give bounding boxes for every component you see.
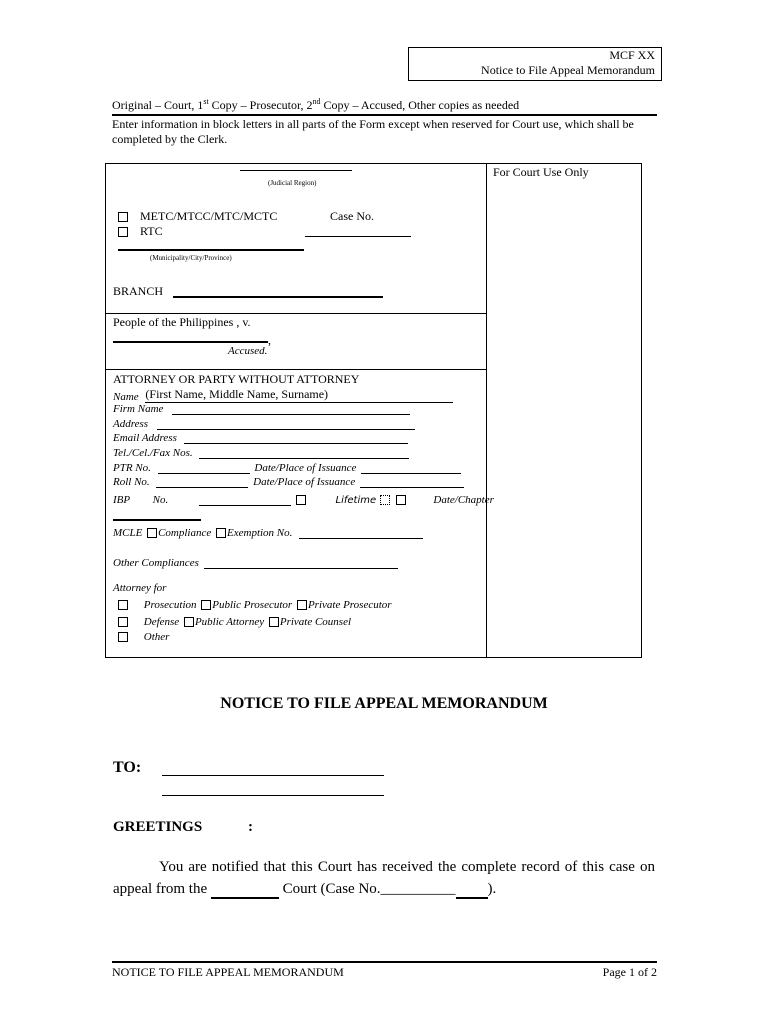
address-row (113, 417, 415, 430)
form-code-box (408, 47, 662, 81)
address-field[interactable] (157, 417, 415, 430)
defense-row (118, 616, 351, 628)
municipality-field[interactable] (118, 249, 304, 251)
firm-name-row (113, 402, 410, 415)
date-chapter-label: Date/Chapter (433, 494, 494, 506)
notice-title: NOTICE TO FILE APPEAL MEMORANDUM (220, 695, 548, 712)
footer-title: NOTICE TO FILE APPEAL MEMORANDUM (112, 965, 344, 979)
name-label: Name (113, 391, 139, 403)
prosecution-checkbox[interactable] (118, 600, 128, 610)
other-row (118, 631, 169, 643)
ptr-row (113, 461, 461, 474)
compliance-label: Compliance (158, 527, 212, 539)
accused-label: Accused. (228, 345, 268, 357)
private-counsel-label: Private Counsel (279, 616, 352, 628)
private-prosecutor-label: Private Prosecutor (307, 599, 392, 611)
court-type-2-label: RTC (140, 224, 163, 238)
greetings-colon: : (248, 819, 253, 835)
court-type-2-checkbox[interactable] (118, 227, 128, 237)
court-type-1-checkbox[interactable] (118, 212, 128, 222)
tel-row (113, 446, 409, 459)
municipality-label: (Municipality/City/Province) (150, 254, 232, 262)
ibp-no-field[interactable] (199, 493, 291, 506)
form-title: Notice to File Appeal Memorandum (481, 63, 655, 77)
to-field-1[interactable] (162, 775, 384, 776)
roll-date-label: Date/Place of Issuance (253, 476, 356, 488)
to-field-2[interactable] (162, 795, 384, 796)
court-type-2-row (118, 224, 163, 239)
accused-name-field[interactable] (113, 341, 268, 343)
judicial-region-label: (Judicial Region) (268, 179, 317, 187)
other-label: Other (143, 631, 170, 643)
attorney-for-label: Attorney for (113, 582, 167, 594)
origin-case-no-field[interactable] (456, 877, 488, 899)
name-hint: (First Name, Middle Name, Surname) (145, 387, 329, 401)
page-number: Page 1 of 2 (602, 965, 657, 979)
branch-label: BRANCH (113, 284, 164, 298)
ptr-label: PTR No. (113, 462, 151, 474)
roll-label: Roll No. (113, 476, 150, 488)
judicial-region-field[interactable] (240, 170, 352, 171)
roll-date-field[interactable] (360, 475, 464, 488)
copies-line: Original – Court, 1st Copy – Prosecutor, 2nd Copy – Accused, Other copies as needed (112, 97, 657, 116)
branch-field[interactable] (173, 296, 383, 298)
prosecution-label: Prosecution (143, 599, 197, 611)
email-row (113, 431, 408, 444)
notice-body-part-2: Court (Case No.__________ (278, 881, 456, 897)
greetings-label: GREETINGS (113, 819, 203, 835)
ibp-row (113, 493, 494, 506)
exemption-checkbox[interactable] (216, 528, 226, 538)
email-field[interactable] (184, 431, 408, 444)
mcle-row (113, 526, 423, 539)
public-prosecutor-label: Public Prosecutor (212, 599, 293, 611)
column-divider (486, 163, 487, 657)
prosecution-row (118, 599, 392, 611)
ibp-no-label: No. (152, 494, 169, 506)
lifetime-checkbox[interactable] (396, 495, 406, 505)
case-no-label: Case No. (330, 209, 374, 223)
firm-name-field[interactable] (172, 402, 410, 415)
name-row (113, 387, 453, 403)
section-divider (105, 313, 486, 314)
defense-label: Defense (143, 616, 180, 628)
tel-field[interactable] (199, 446, 409, 459)
defense-checkbox[interactable] (118, 617, 128, 627)
ibp-label: IBP (113, 494, 130, 506)
public-attorney-checkbox[interactable] (184, 617, 194, 627)
notice-body-part-3: ). (487, 881, 497, 897)
address-label: Address (113, 418, 149, 430)
private-counsel-checkbox[interactable] (269, 617, 279, 627)
court-type-1-label: METC/MTCC/MTC/MCTC (140, 209, 278, 223)
tel-label: Tel./Cel./Fax Nos. (113, 447, 193, 459)
public-attorney-label: Public Attorney (194, 616, 265, 628)
compliance-checkbox[interactable] (147, 528, 157, 538)
roll-field[interactable] (156, 475, 248, 488)
ptr-date-label: Date/Place of Issuance (254, 462, 357, 474)
lifetime-dotted-box (380, 495, 390, 505)
ptr-date-field[interactable] (361, 461, 461, 474)
notice-body (113, 857, 655, 899)
notice-body-part-1: You are notified that this Court has received the complete record of this case on appeal from the (113, 859, 655, 897)
instructions: Enter information in block letters in all parts of the Form except when reserved for Court use, which shall be completed by the Clerk. (112, 117, 634, 146)
attorney-heading: ATTORNEY OR PARTY WITHOUT ATTORNEY (113, 372, 360, 386)
firm-name-label: Firm Name (113, 403, 164, 415)
other-compliances-label: Other Compliances (113, 557, 199, 569)
footer (112, 961, 657, 980)
court-type-1-row (118, 209, 277, 224)
case-no-field[interactable] (305, 236, 411, 237)
court-use-label: For Court Use Only (493, 165, 589, 179)
other-compliances-row (113, 556, 398, 569)
other-checkbox[interactable] (118, 632, 128, 642)
ptr-field[interactable] (158, 461, 250, 474)
to-label: TO: (113, 759, 142, 776)
lifetime-label: Lifetime (335, 495, 377, 506)
private-prosecutor-checkbox[interactable] (297, 600, 307, 610)
roll-row (113, 475, 464, 488)
ibp-date-chapter-field[interactable] (113, 519, 201, 521)
name-field[interactable] (145, 387, 453, 403)
origin-court-field[interactable] (211, 877, 279, 899)
form-code: MCF XX (609, 48, 655, 62)
exemption-field[interactable] (299, 526, 423, 539)
mcle-label: MCLE (113, 527, 143, 539)
people-label: People of the Philippines , v. (113, 315, 251, 329)
other-compliances-field[interactable] (204, 556, 398, 569)
accused-comma: , (268, 333, 271, 347)
public-prosecutor-checkbox[interactable] (201, 600, 211, 610)
exemption-label: Exemption No. (227, 527, 293, 539)
section-divider (105, 369, 486, 370)
ibp-checkbox[interactable] (296, 495, 306, 505)
email-label: Email Address (113, 432, 177, 444)
